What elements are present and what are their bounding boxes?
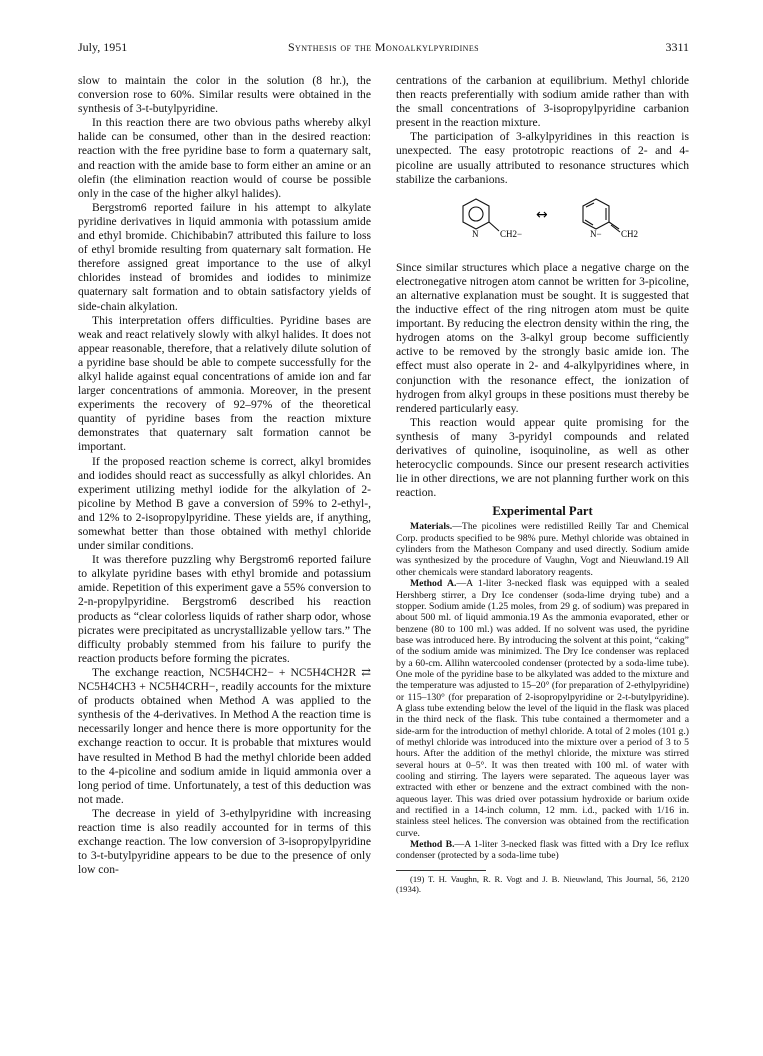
experimental-section (396, 521, 689, 861)
pyridine-ring-right (583, 199, 609, 229)
group-left: CH2− (500, 228, 523, 239)
aromatic-circle-left (469, 207, 483, 221)
nitrogen-left: N (472, 228, 479, 239)
footnote-rule (396, 870, 486, 871)
resonance-structures-figure (396, 193, 689, 257)
section-heading: Experimental Part (492, 504, 593, 519)
paragraph: centrations of the carbanion at equilibrium. Methyl chloride then reacts preferentially with sodium amide rather than with the small concentrations of 3-isopropylpyridine carbanion present in the reaction mixture. (396, 74, 689, 130)
method-a-paragraph: Method A.—A 1-liter 3-necked flask was equipped with a sealed Hershberg stirrer, a Dry Ice condenser (soda-lime drying tube) and a stopper. Sodium amide (1.25 moles, from 29 g. of sodium) was prepared in about 500 ml. of liquid ammonia.19 As the ammonia evaporated, ether or benzene (80 to 100 ml.) was added. If no solvent was used, the pyridine base was introduced here. By introducing the solvent at this point, “caking” of the sodium amide was minimized. The Dry Ice condenser was replaced by a 60-cm. Allihn watercooled condenser (protected by a soda-lime tube). One mole of the pyridine base to be alkylated was added to the mixture and the temperature was adjusted to 15–20° (for preparation of 2-ethylpyridine) or 115–130° (for preparation of 2-isopropylpyridine or 2-t-butylpyridine). A glass tube extending below the level of the liquid in the flask was placed in the third neck of the flask. This tube contained a thermometer and a side-arm for the introduction of methyl chloride. A total of 2 moles (101 g.) of methyl chloride was introduced into the mixture over a period of 3 to 5 hours. After the addition of the methyl chloride, the mixture was stirred several hours at 0–5°. It was then treated with 100 ml. of water with cooling and stirring. The layers were separated. The aqueous layer was extracted with ether or benzene and the extract combined with the non-aqueous layer. This was dried over potassium hydroxide or barium oxide and rectified in a 14-inch column, 12 mm. i.d., packed with 1/16 in. stainless steel helices. The conversion was obtained from the rectification curve. (396, 578, 690, 839)
run-in-heading: Method A. (410, 578, 457, 590)
paragraph: Since similar structures which place a negative charge on the electronegative nitrogen atom cannot be written for 3-picoline, an alternative explanation must be sought. It is suggested that the inductive effect of the ring nitrogen atom must be quite important. By reducing the electron density within the ring, the hydrogen atoms on the 3-alkyl group become sufficiently active to be removed by the strongly basic amide ion. The effect must also operate in 2- and 4-alkylpyridines where, in conjunction with the resonance effect, the ionization of hydrogen from alkyl groups in these positions must thereby be rendered particularly easy. (396, 260, 689, 415)
paragraph: The participation of 3-alkylpyridines in this reaction is unexpected. The easy prototropic reactions of 2- and 4-picoline are usually attributed to resonance structures which stabilize the carbanions. (396, 130, 689, 186)
nitrogen-right: N− (590, 228, 602, 239)
right-column (396, 74, 689, 895)
materials-paragraph: Materials.—The picolines were redistilled Reilly Tar and Chemical Corp. products specified to be 98% pure. Methyl chloride was obtained in cylinders from the Matheson Company and used directly. Sodium amide was synthesized by the procedure of Vaughn, Vogt and Nieuwland.19 All other chemicals were standard laboratory reagents. (396, 521, 689, 578)
run-in-heading: Method B. (410, 839, 455, 851)
left-column (78, 74, 371, 877)
header-page-number: 3311 (665, 40, 689, 54)
paragraph: It was therefore puzzling why Bergstrom6 reported failure to alkylate pyridine bases with ethyl bromide and potassium amide. Repetition of this experiment gave a 55% conversion to 2-n-propylpyridine. Bergstrom6 described his reaction products as “clear colorless liquids of rather sharp odor, whose picrates were precipitated as uncrystallizable yellow tars.” The difficulty probably stemmed from his failure to purify the reaction products before forming the picrates. (78, 553, 371, 665)
paragraph: If the proposed reaction scheme is correct, alkyl bromides and iodides should react as successfully as alkyl chlorides. An experiment utilizing methyl iodide for the alkylation of 2-picoline by Method B gave a conversion of 59% to 2-ethyl-, and 12% to 2-isopropylpyridine. These yields are, if anything, somewhat better than those obtained with methyl chloride under similar conditions. (78, 454, 371, 553)
paragraph: This reaction would appear quite promising for the synthesis of many 3-pyridyl compounds and related derivatives of quinoline, isoquinoline, as well as other heterocyclic compounds. Since our present research activities lie in other directions, we are not planning further work on this reaction. (396, 415, 689, 500)
run-in-heading: Materials. (410, 521, 453, 533)
paragraph: Bergstrom6 reported failure in his attempt to alkylate pyridine derivatives in liquid ammonia with potassium amide and ethyl bromide. Chichibabin7 attributed this failure to loss of ethyl bromide resulting from quaternary salt formation. He therefore assigned great importance to the use of alkyl chlorides instead of bromides and iodides to minimize quaternary salt formation and to obtain satisfactory yields of side-chain alkylation. (78, 200, 371, 313)
paragraph: This interpretation offers difficulties. Pyridine bases are weak and react relatively slowly with alkyl halides. It does not appear reasonable, therefore, that a relatively dilute solution of a pyridine base should be able to compete successfully for the alkyl halide against equal concentrations of amide ion and far larger concentrations of ammonia. Moreover, in the present experiments the recovery of 92–97% of the theoretical quantity of pyridine bases from the reaction mixture demonstrates that quaternary salt formation cannot be important. (78, 313, 371, 454)
bond-left (489, 222, 499, 231)
resonance-arrow: ↔ (536, 206, 548, 223)
method-b-paragraph: Method B.—A 1-liter 3-necked flask was fitted with a Dry Ice reflux condenser (protected by a soda-lime tube) (396, 839, 689, 862)
resonance-diagram (396, 193, 689, 257)
paragraph: The decrease in yield of 3-ethylpyridine with increasing reaction time is also readily accounted for in terms of this exchange reaction. The low conversion of 3-isopropylpyridine to 3-t-butylpyridine appears to be due to the presence of only low con- (78, 806, 371, 877)
pyridine-ring-left (463, 199, 489, 229)
group-right: CH2 (621, 228, 639, 239)
running-header (78, 40, 689, 56)
header-date: July, 1951 (78, 40, 128, 54)
header-title: Synthesis of the Monoalkylpyridines (287, 40, 479, 54)
paragraph: The exchange reaction, NC5H4CH2− + NC5H4CH2R ⇄ NC5H4CH3 + NC5H4CRH−, readily accounts for the mixture of products obtained when Method A was applied to the synthesis of the 4-derivatives. In Method A the reaction time is necessarily longer and hence there is more opportunity for the exchange reaction to occur. It is probable that mixtures would have resulted in Method B had the methyl chloride been added to the 4-picoline and sodium amide in liquid ammonia over a long period of time. Unfortunately, a test of this deduction was not made. (78, 665, 371, 806)
footnote: (19) T. H. Vaughn, R. R. Vogt and J. B. Nieuwland, This Journal, 56, 2120 (1934). (396, 873, 689, 895)
paragraph: In this reaction there are two obvious paths whereby alkyl halide can be consumed, other than in the desired reaction: reaction with the free pyridine base to form a quaternary salt, and reaction with the amide base to form either an amine or an olefin (the elimination reaction would of course be possible only in the case of the higher alkyl halides). (78, 116, 371, 200)
paragraph: slow to maintain the color in the solution (8 hr.), the conversion rose to 60%. Similar results were obtained in the synthesis of 3-t-butylpyridine. (78, 74, 371, 116)
